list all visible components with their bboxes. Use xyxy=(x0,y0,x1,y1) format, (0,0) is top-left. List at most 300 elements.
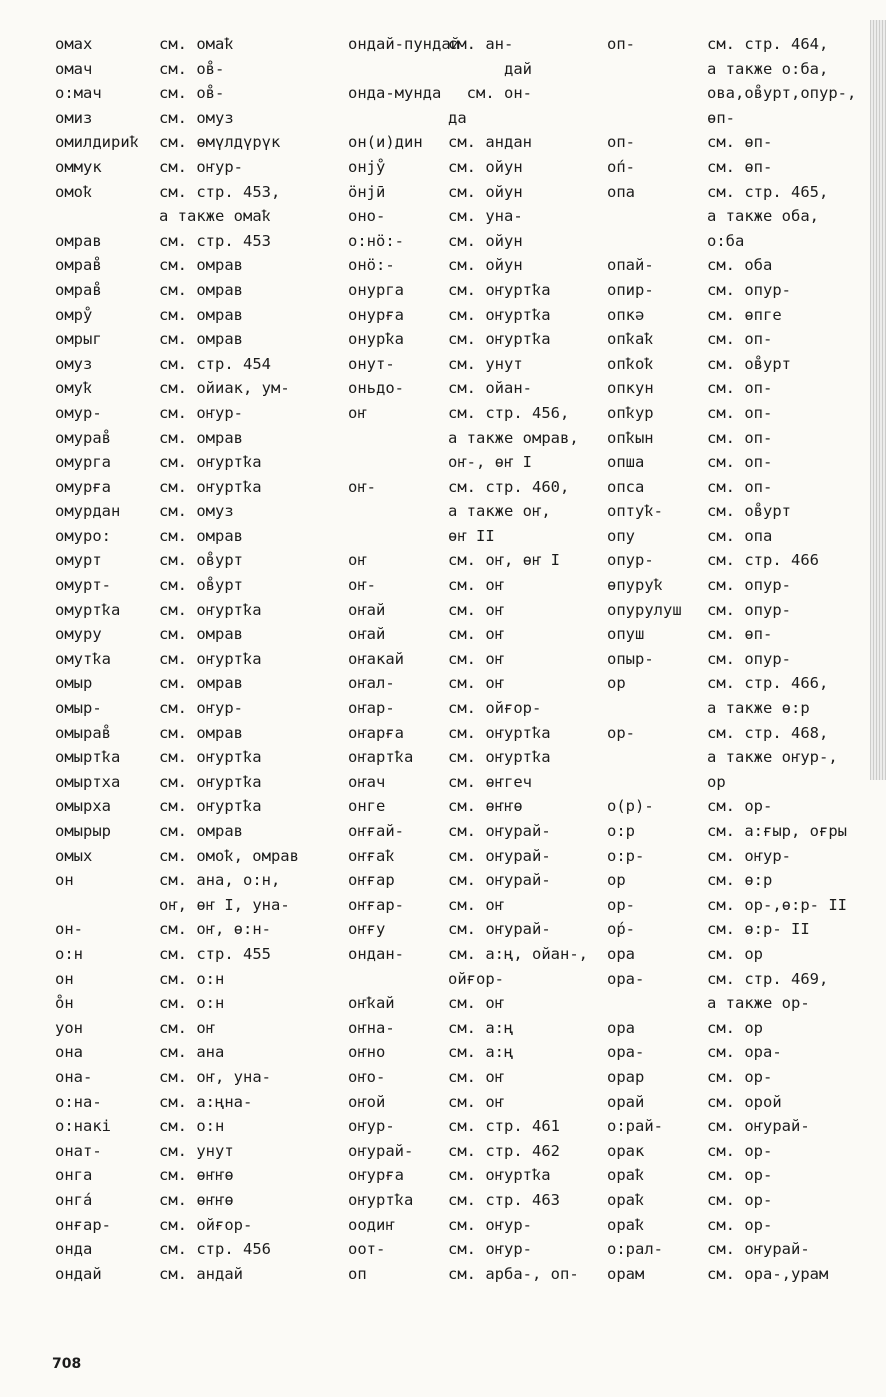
entry-reference: см. омрав xyxy=(159,280,243,299)
entry-headword: омач xyxy=(55,59,93,78)
entry-reference: а также омаҟ xyxy=(159,207,271,226)
entry-headword: опҟаҟ xyxy=(607,330,654,349)
entry-reference: см. ойун xyxy=(448,182,523,201)
dictionary-entry xyxy=(55,229,345,254)
entry-reference: см. омрав xyxy=(159,674,243,693)
entry-headword: опурулуш xyxy=(607,600,682,619)
dictionary-entry xyxy=(55,524,345,549)
entry-headword: омрав̊ xyxy=(55,256,102,275)
entry-reference: см. стр. 461 xyxy=(448,1117,560,1136)
entry-headword: омырав̊ xyxy=(55,723,111,742)
dictionary-entry xyxy=(55,893,345,918)
dictionary-entry xyxy=(55,622,345,647)
entry-reference: см. ана xyxy=(159,1043,225,1062)
dictionary-entry xyxy=(607,57,865,82)
entry-reference: а также омрав, xyxy=(448,428,579,447)
dictionary-entry xyxy=(348,794,606,819)
entry-headword: ор xyxy=(607,871,626,890)
entry-reference: см. оҥур- xyxy=(159,157,243,176)
dictionary-entry xyxy=(348,229,606,254)
entry-reference: см. ов̊урт xyxy=(159,576,243,595)
entry-reference: см. а:ғыр, оғры xyxy=(707,822,847,840)
entry-reference: см. оҥуртҟа xyxy=(159,797,262,816)
entry-reference: см. арба-, оп- xyxy=(448,1264,579,1283)
entry-reference: см. омаҟ xyxy=(159,35,234,53)
dictionary-entry xyxy=(55,130,345,155)
entry-reference: см. стр. 454 xyxy=(159,354,271,373)
entry-headword: о:нӧ:- xyxy=(348,231,404,250)
entry-headword: орам xyxy=(607,1264,645,1283)
entry-headword xyxy=(607,81,707,106)
entry-reference: см. өп- xyxy=(707,133,773,152)
entry-reference: см. ө:р xyxy=(707,871,773,890)
entry-headword: омах xyxy=(55,35,93,53)
entry-reference: см. оҥур- xyxy=(707,846,791,865)
column-3 xyxy=(607,32,865,1286)
dictionary-entry xyxy=(607,499,865,524)
page-number: 708 xyxy=(52,1356,82,1372)
entry-headword: оот- xyxy=(348,1240,386,1259)
entry-reference: см. оҥ xyxy=(159,1018,215,1037)
entry-headword: оҥ- xyxy=(348,576,376,595)
entry-headword: омырыр xyxy=(55,822,111,840)
entry-headword: опша xyxy=(607,453,645,472)
entry-headword: омрыг xyxy=(55,330,102,349)
entry-reference: а также оба, xyxy=(707,207,819,226)
entry-reference: см. оҥ, өҥ I xyxy=(448,551,560,570)
dictionary-entry xyxy=(607,548,865,573)
dictionary-entry xyxy=(348,57,606,82)
dictionary-entry xyxy=(55,1016,345,1041)
dictionary-entry xyxy=(55,548,345,573)
dictionary-entry xyxy=(55,1213,345,1238)
entry-headword: он xyxy=(55,871,74,890)
entry-reference: өп- xyxy=(707,108,735,127)
dictionary-entry xyxy=(348,327,606,352)
entry-reference: см. оҥур- xyxy=(159,403,243,422)
entry-headword: оҥай xyxy=(348,625,386,644)
dictionary-entry xyxy=(348,745,606,770)
dictionary-entry xyxy=(607,352,865,377)
entry-headword: оҥой xyxy=(348,1092,386,1111)
entry-reference: см. омоҟ, омрав xyxy=(159,846,299,865)
entry-reference: см. оҥурай- xyxy=(448,920,551,939)
entry-reference: см. стр. 464, xyxy=(707,35,829,53)
dictionary-entry xyxy=(348,1213,606,1238)
dictionary-entry xyxy=(607,794,865,819)
dictionary-entry xyxy=(607,524,865,549)
entry-headword: она xyxy=(55,1043,83,1062)
entry-reference: см. оҥуртҟа xyxy=(448,305,551,324)
entry-headword: оҥно xyxy=(348,1043,386,1062)
entry-headword: омуру xyxy=(55,625,102,644)
entry-headword: оҥач xyxy=(348,772,386,791)
dictionary-entry xyxy=(55,770,345,795)
entry-reference: ор xyxy=(707,772,726,791)
entry-reference: см. оҥуртҟа xyxy=(159,649,262,668)
dictionary-entry xyxy=(348,204,606,229)
dictionary-entry xyxy=(55,376,345,401)
dictionary-entry xyxy=(55,696,345,721)
dictionary-entry xyxy=(348,721,606,746)
entry-headword: оммук xyxy=(55,157,102,176)
entry-headword: оҥғу xyxy=(348,920,386,939)
entry-headword: о:рай- xyxy=(607,1117,663,1136)
entry-headword: ора- xyxy=(607,1043,645,1062)
entry-headword: опҟын xyxy=(607,428,654,447)
entry-headword: о(р)- xyxy=(607,797,654,816)
entry-headword: оптуҟ- xyxy=(607,502,663,521)
entry-reference: см. өп- xyxy=(707,625,773,644)
dictionary-entry xyxy=(607,1016,865,1041)
dictionary-entry xyxy=(348,180,606,205)
entry-headword: о:рал- xyxy=(607,1240,663,1259)
dictionary-entry xyxy=(607,426,865,451)
entry-headword xyxy=(607,745,707,770)
entry-reference: см. ө:р- II xyxy=(707,920,810,939)
entry-headword: ора xyxy=(607,1018,635,1037)
entry-reference: см. ойиак, ум- xyxy=(159,379,290,398)
entry-reference: см. оҥ, ө:н- xyxy=(159,920,271,939)
entry-reference: см. о:н xyxy=(159,969,225,988)
entry-headword: оҥғар- xyxy=(348,895,404,914)
entry-reference: см. ор- xyxy=(707,1141,773,1160)
entry-headword: омру̊ xyxy=(55,305,93,324)
dictionary-entry xyxy=(55,819,345,844)
entry-reference: см. стр. 453 xyxy=(159,231,271,250)
dictionary-entry xyxy=(55,868,345,893)
entry-headword xyxy=(607,229,707,254)
entry-reference: см. а:ңна- xyxy=(159,1092,253,1111)
dictionary-entry xyxy=(607,647,865,672)
entry-reference: см. оҥуртҟа xyxy=(448,1166,551,1185)
entry-headword xyxy=(607,770,707,795)
entry-headword: ондан- xyxy=(348,944,404,963)
entry-reference: см. оҥуртҟа xyxy=(448,723,551,742)
dictionary-entry xyxy=(348,1114,606,1139)
entry-reference: а также оҥ, xyxy=(448,502,551,521)
entry-reference: см. стр. 466 xyxy=(707,551,819,570)
entry-reference: см. опур- xyxy=(707,280,791,299)
entry-headword: омилдириҟ xyxy=(55,133,139,152)
entry-reference: см. оҥурай- xyxy=(448,871,551,890)
entry-reference: см. ор xyxy=(707,944,763,963)
entry-headword: оҥ xyxy=(348,551,367,570)
dictionary-entry xyxy=(348,548,606,573)
dictionary-entry xyxy=(348,1065,606,1090)
entry-headword: оҥартҟа xyxy=(348,748,414,767)
entry-headword: оно- xyxy=(348,207,386,226)
dictionary-entry xyxy=(348,1163,606,1188)
entry-reference: см. оҥуртҟа xyxy=(159,453,262,472)
dictionary-entry xyxy=(607,450,865,475)
dictionary-entry xyxy=(348,942,606,967)
entry-headword: омурга xyxy=(55,453,111,472)
entry-headword: ораҟ xyxy=(607,1190,645,1209)
entry-reference: см. ора-,урам xyxy=(707,1264,829,1283)
dictionary-entry xyxy=(55,426,345,451)
entry-headword: омырха xyxy=(55,797,111,816)
entry-headword: он(и)дин xyxy=(348,133,423,152)
entry-headword: онда xyxy=(55,1240,93,1259)
entry-headword xyxy=(607,57,707,82)
dictionary-entry xyxy=(55,1065,345,1090)
dictionary-entry xyxy=(348,1262,606,1287)
dictionary-entry xyxy=(607,1188,865,1213)
dictionary-entry xyxy=(607,942,865,967)
entry-headword: оп́- xyxy=(607,157,635,176)
dictionary-entry xyxy=(607,376,865,401)
entry-reference: см. оҥуртҟа xyxy=(448,280,551,299)
entry-reference: см. стр. 465, xyxy=(707,182,829,201)
entry-headword: оодиҥ xyxy=(348,1215,395,1234)
entry-headword: омуро: xyxy=(55,526,111,545)
dictionary-entry xyxy=(607,1139,865,1164)
entry-reference: см. оҥ xyxy=(448,625,504,644)
dictionary-entry xyxy=(348,1237,606,1262)
entry-reference: см. оҥ xyxy=(448,994,504,1013)
entry-headword: омурт xyxy=(55,551,102,570)
entry-reference: о:ба xyxy=(707,231,745,250)
dictionary-entry xyxy=(55,1139,345,1164)
dictionary-entry xyxy=(348,1016,606,1041)
dictionary-entry xyxy=(55,32,345,57)
dictionary-entry xyxy=(607,598,865,623)
entry-reference: см. уна- xyxy=(448,207,523,226)
column-2 xyxy=(348,32,606,1286)
entry-reference: см. оп- xyxy=(707,403,773,422)
entry-reference: см. ор- xyxy=(707,1166,773,1185)
entry-reference: см. стр. 453, xyxy=(159,182,281,201)
entry-reference: а также ө:р xyxy=(707,699,810,718)
entry-headword: ондай-пундай xyxy=(348,35,460,53)
entry-reference: см. оҥ xyxy=(448,1067,504,1086)
entry-reference: см. стр. 469, xyxy=(707,969,829,988)
dictionary-entry xyxy=(55,401,345,426)
dictionary-entry xyxy=(348,1139,606,1164)
dictionary-entry xyxy=(607,1213,865,1238)
entry-headword: өпуруҟ xyxy=(607,576,663,595)
dictionary-entry xyxy=(55,647,345,672)
dictionary-entry xyxy=(607,1065,865,1090)
entry-reference: см. оп- xyxy=(707,379,773,398)
dictionary-entry xyxy=(607,893,865,918)
dictionary-entry xyxy=(348,647,606,672)
dictionary-entry xyxy=(607,991,865,1016)
dictionary-entry xyxy=(348,844,606,869)
entry-reference: см. оҥурай- xyxy=(448,846,551,865)
dictionary-entry xyxy=(607,1163,865,1188)
entry-headword: омурдан xyxy=(55,502,121,521)
page-edge-shading xyxy=(870,20,886,780)
entry-headword: оҥал- xyxy=(348,674,395,693)
entry-headword: омрав xyxy=(55,231,102,250)
dictionary-entry xyxy=(348,696,606,721)
dictionary-entry xyxy=(607,770,865,795)
dictionary-entry xyxy=(607,1262,865,1287)
dictionary-entry xyxy=(607,967,865,992)
entry-headword: омур- xyxy=(55,403,102,422)
entry-headword: оҥур- xyxy=(348,1117,395,1136)
entry-reference: см. оҥ xyxy=(448,576,504,595)
dictionary-entry xyxy=(607,1090,865,1115)
dictionary-entry xyxy=(55,303,345,328)
entry-headword: о:на- xyxy=(55,1092,102,1111)
entry-headword xyxy=(348,57,448,82)
dictionary-entry xyxy=(55,450,345,475)
entry-reference: а также оҥур-, xyxy=(707,748,838,767)
entry-reference: см. оҥ xyxy=(448,895,504,914)
entry-headword: омурав̊ xyxy=(55,428,111,447)
entry-reference: ойғор- xyxy=(448,969,504,988)
dictionary-entry xyxy=(607,253,865,278)
dictionary-entry xyxy=(348,32,606,57)
entry-headword: омыр xyxy=(55,674,93,693)
dictionary-entry xyxy=(607,81,865,106)
dictionary-entry xyxy=(607,868,865,893)
dictionary-entry xyxy=(55,352,345,377)
dictionary-entry xyxy=(55,204,345,229)
dictionary-entry xyxy=(348,155,606,180)
entry-reference: см. ойун xyxy=(448,157,523,176)
entry-reference: см. а:ң, ойан-, xyxy=(448,944,588,963)
entry-headword: он- xyxy=(55,920,83,939)
entry-headword: онут- xyxy=(348,354,395,373)
dictionary-entry xyxy=(607,106,865,131)
dictionary-entry xyxy=(55,1237,345,1262)
entry-headword: омиз xyxy=(55,108,93,127)
dictionary-entry xyxy=(55,1262,345,1287)
entry-reference: см. ов̊урт xyxy=(707,502,791,521)
entry-headword xyxy=(55,893,159,918)
entry-headword: оҥар- xyxy=(348,699,395,718)
entry-reference: см. андай xyxy=(159,1264,243,1283)
entry-headword: о:р- xyxy=(607,846,645,865)
dictionary-entry xyxy=(348,893,606,918)
entry-headword: омурға xyxy=(55,477,111,496)
dictionary-entry xyxy=(607,671,865,696)
dictionary-entry xyxy=(607,1114,865,1139)
entry-headword: онге xyxy=(348,797,386,816)
dictionary-entry xyxy=(55,991,345,1016)
entry-reference: см. стр. 455 xyxy=(159,944,271,963)
dictionary-entry xyxy=(348,401,606,426)
entry-headword: опур- xyxy=(607,551,654,570)
entry-headword: онурҟа xyxy=(348,330,404,349)
entry-reference: см. стр. 468, xyxy=(707,723,829,742)
entry-reference: см. ор- xyxy=(707,1215,773,1234)
entry-reference: см. өҥҥө xyxy=(448,797,523,816)
entry-headword: онурға xyxy=(348,305,404,324)
dictionary-entry xyxy=(607,721,865,746)
entry-reference: см. унут xyxy=(159,1141,234,1160)
entry-reference: см. а:ң xyxy=(448,1018,514,1037)
dictionary-entry xyxy=(55,598,345,623)
entry-reference: см. стр. 460, xyxy=(448,477,570,496)
entry-reference: см. өҥҥө xyxy=(159,1190,234,1209)
entry-headword: опыр- xyxy=(607,649,654,668)
entry-headword: опа xyxy=(607,182,635,201)
entry-headword: оҥғай- xyxy=(348,822,404,840)
entry-reference: см. унут xyxy=(448,354,523,373)
entry-headword: оҥарға xyxy=(348,723,404,742)
entry-headword: оҥ xyxy=(348,403,367,422)
entry-headword: омрав̊ xyxy=(55,280,102,299)
entry-reference: см. оп- xyxy=(707,428,773,447)
entry-reference: а также ор- xyxy=(707,994,810,1013)
entry-headword: онғар- xyxy=(55,1215,111,1234)
dictionary-entry xyxy=(607,32,865,57)
dictionary-entry xyxy=(55,155,345,180)
entry-reference: см. омрав xyxy=(159,723,243,742)
entry-headword: о̊н xyxy=(55,994,74,1013)
dictionary-entry xyxy=(55,1163,345,1188)
entry-headword: ӧнјӣ xyxy=(348,182,386,201)
entry-headword: о:мач xyxy=(55,84,102,103)
dictionary-entry xyxy=(55,253,345,278)
dictionary-entry xyxy=(55,1114,345,1139)
entry-reference: см. омрав xyxy=(159,305,243,324)
entry-reference: да xyxy=(448,108,467,127)
dictionary-entry xyxy=(348,524,606,549)
entry-headword: оҥо- xyxy=(348,1067,386,1086)
entry-headword: ораҟ xyxy=(607,1215,645,1234)
dictionary-entry xyxy=(55,1040,345,1065)
entry-reference: см. стр. 456, xyxy=(448,403,570,422)
entry-reference: см. оҥ xyxy=(448,600,504,619)
entry-reference: см. ор- xyxy=(707,1190,773,1209)
entry-reference: см. оҥуртҟа xyxy=(448,330,551,349)
entry-reference: см. оҥ, уна- xyxy=(159,1067,271,1086)
dictionary-entry xyxy=(348,770,606,795)
dictionary-entry xyxy=(348,278,606,303)
entry-reference: см. оҥ xyxy=(448,674,504,693)
entry-headword: опса xyxy=(607,477,645,496)
entry-headword: омыр- xyxy=(55,699,102,718)
entry-headword xyxy=(607,204,707,229)
entry-headword: омуҟ xyxy=(55,379,93,398)
entry-headword xyxy=(607,106,707,131)
entry-headword: опу xyxy=(607,526,635,545)
entry-reference: см. стр. 466, xyxy=(707,674,829,693)
dictionary-entry xyxy=(607,229,865,254)
entry-reference: оҥ-, өҥ I xyxy=(448,453,532,472)
entry-headword xyxy=(348,967,448,992)
entry-headword: опир- xyxy=(607,280,654,299)
entry-reference: см. а:ң xyxy=(448,1043,514,1062)
entry-headword xyxy=(607,991,707,1016)
dictionary-entry xyxy=(348,1090,606,1115)
entry-headword: о:р xyxy=(607,822,635,840)
entry-headword: онга xyxy=(55,1166,93,1185)
entry-reference: см. ора- xyxy=(707,1043,782,1062)
dictionary-entry xyxy=(607,180,865,205)
dictionary-entry xyxy=(607,819,865,844)
entry-headword: онӧ:- xyxy=(348,256,395,275)
entry-reference: а также о:ба, xyxy=(707,59,829,78)
dictionary-entry xyxy=(607,327,865,352)
dictionary-entry xyxy=(607,155,865,180)
entry-reference: өҥ II xyxy=(448,526,495,545)
entry-headword: о:накі xyxy=(55,1117,111,1136)
entry-headword xyxy=(348,426,448,451)
entry-headword: омыртҟа xyxy=(55,748,121,767)
entry-reference: см. ойун xyxy=(448,231,523,250)
entry-headword: оҥуртҟа xyxy=(348,1190,414,1209)
entry-headword xyxy=(55,204,159,229)
entry-reference: см. оҥуртҟа xyxy=(159,772,262,791)
entry-reference: см. он- xyxy=(448,84,532,103)
